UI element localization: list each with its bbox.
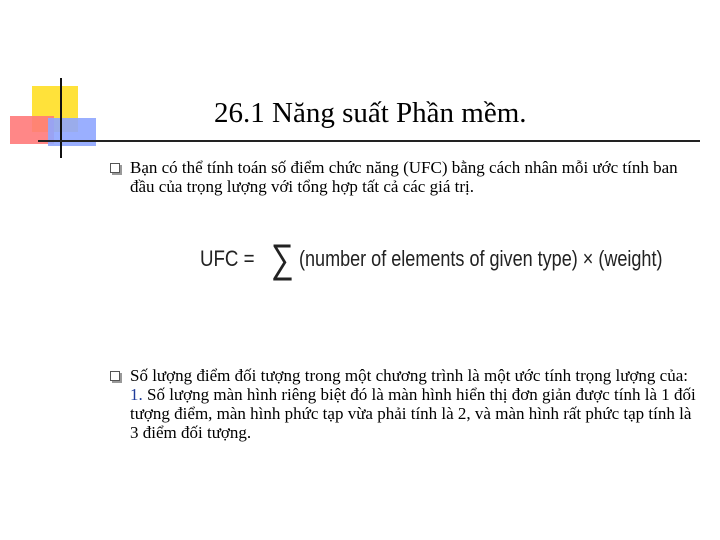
- decor-blue-block: [48, 118, 96, 146]
- bullet-lead: Số lượng điểm đối tượng trong một chương trình là một ước tính trọng lượng của:: [130, 366, 688, 385]
- sigma-symbol: ∑: [271, 237, 294, 281]
- bullet-item-1: [110, 158, 700, 196]
- bullet-item-2: [110, 366, 700, 442]
- item-text: Số lượng màn hình riêng biệt đó là màn hình hiển thị đơn giản được tính là 1 đối tượng điểm, màn hình phức tạp vừa phải tính là 2, và màn hình rất phức tạp tính là 3 điểm đối tượng.: [130, 385, 696, 442]
- title-underline: [38, 140, 700, 142]
- slide-title: 26.1 Năng suất Phần mềm.: [214, 97, 527, 129]
- formula-rhs: (number of elements of given type) × (weight): [298, 246, 663, 271]
- decor-vertical-line: [60, 78, 62, 158]
- item-number: 1.: [130, 385, 143, 404]
- checkbox-bullet-icon: [110, 163, 120, 173]
- formula-lhs: UFC =: [200, 246, 255, 271]
- bullet-text: Bạn có thể tính toán số điểm chức năng (UFC) bằng cách nhân mỗi ước tính ban đầu của trọng lượng với tổng hợp tất cả các giá trị.: [130, 158, 678, 196]
- checkbox-bullet-icon: [110, 371, 120, 381]
- ufc-formula: [200, 236, 663, 282]
- bullet-text: [130, 366, 700, 442]
